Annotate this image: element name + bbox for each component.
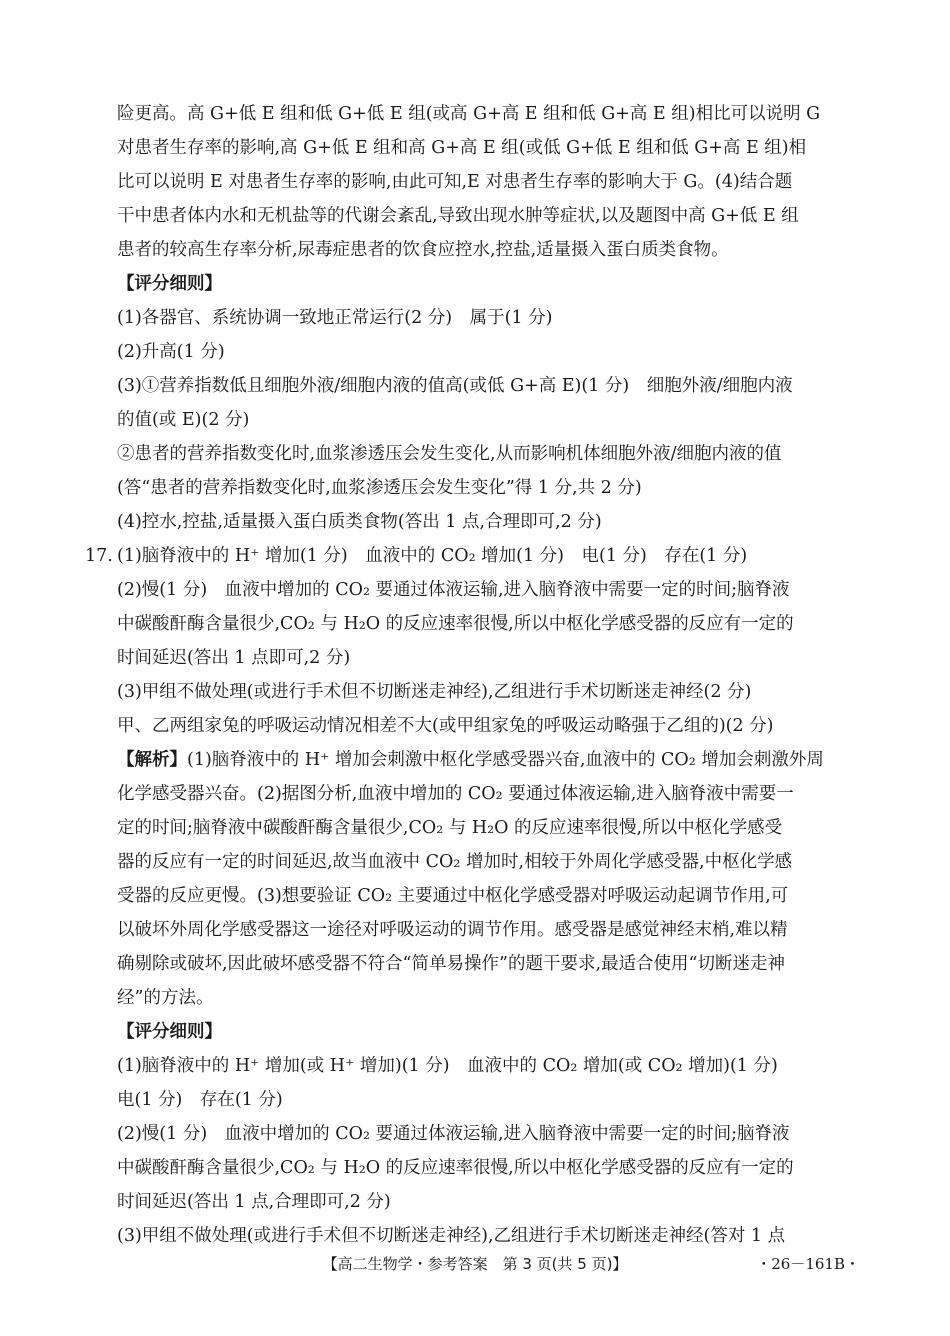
footer-code: ・26－161B・ bbox=[756, 1255, 860, 1273]
analysis-line: 以破坏外周化学感受器这一途径对呼吸运动的调节作用。感受器是感觉神经末梢,难以精 bbox=[117, 920, 788, 940]
scoring-line: (1)各器官、系统协调一致地正常运行(2 分) 属于(1 分) bbox=[117, 308, 553, 328]
answer-line: (3)甲组不做处理(或进行手术但不切断迷走神经),乙组进行手术切断迷走神经(2 分) bbox=[117, 682, 752, 702]
answer-line: (1)脑脊液中的 H⁺ 增加(1 分) 血液中的 CO₂ 增加(1 分) 电(1 分) 存在(1 分) bbox=[117, 546, 748, 566]
scoring-line: 时间延迟(答出 1 点,合理即可,2 分) bbox=[117, 1192, 391, 1212]
scoring-heading: 【评分细则】 bbox=[117, 1022, 222, 1042]
analysis-line: 化学感受器兴奋。(2)据图分析,血液中增加的 CO₂ 要通过体液运输,进入脑脊液中需要一 bbox=[117, 784, 794, 804]
text-line: 患者的较高生存率分析,尿毒症患者的饮食应控水,控盐,适量摄入蛋白质类食物。 bbox=[117, 240, 729, 260]
analysis-line: 定的时间;脑脊液中碳酸酐酶含量很少,CO₂ 与 H₂O 的反应速率很慢,所以中枢化学感受 bbox=[117, 818, 783, 838]
scoring-line: (2)慢(1 分) 血液中增加的 CO₂ 要通过体液运输,进入脑脊液中需要一定的时间;脑脊液 bbox=[117, 1124, 790, 1144]
analysis-label: 【解析】 bbox=[117, 750, 187, 770]
page-footer bbox=[0, 1249, 950, 1279]
analysis-line: 器的反应有一定的时间延迟,故当血液中 CO₂ 增加时,相较于外周化学感受器,中枢化学感 bbox=[117, 852, 793, 872]
scoring-heading: 【评分细则】 bbox=[117, 274, 222, 294]
analysis-first-line bbox=[117, 743, 863, 777]
text-line: 险更高。高 G+低 E 组和低 G+低 E 组(或高 G+高 E 组和低 G+高 E 组)相比可以说明 G bbox=[117, 104, 821, 124]
scoring-line: (答“患者的营养指数变化时,血浆渗透压会发生变化”得 1 分,共 2 分) bbox=[117, 478, 642, 498]
scoring-line: (3)①营养指数低且细胞外液/细胞内液的值高(或低 G+高 E)(1 分) 细胞外液/细胞内液 bbox=[117, 376, 793, 396]
scoring-line: (4)控水,控盐,适量摄入蛋白质类食物(答出 1 点,合理即可,2 分) bbox=[117, 512, 602, 532]
answer-line: (2)慢(1 分) 血液中增加的 CO₂ 要通过体液运输,进入脑脊液中需要一定的时间;脑脊液 bbox=[117, 580, 790, 600]
footer-title: 【高二生物学・参考答案 第 3 页(共 5 页)】 bbox=[322, 1255, 628, 1273]
text-line: 对患者生存率的影响,高 G+低 E 组和高 G+高 E 组(或低 G+低 E 组和低 G+高 E 组)相 bbox=[117, 138, 807, 158]
analysis-text: (1)脑脊液中的 H⁺ 增加会刺激中枢化学感受器兴奋,血液中的 CO₂ 增加会刺激外周 bbox=[187, 750, 824, 770]
scoring-line: 的值(或 E)(2 分) bbox=[117, 410, 250, 430]
text-line: 干中患者体内水和无机盐等的代谢会紊乱,导致出现水肿等症状,以及题图中高 G+低 E 组 bbox=[117, 206, 799, 226]
text-line: 比可以说明 E 对患者生存率的影响,由此可知,E 对患者生存率的影响大于 G。(4)结合题 bbox=[117, 172, 793, 192]
scoring-line: (2)升高(1 分) bbox=[117, 342, 225, 362]
answer-line: 中碳酸酐酶含量很少,CO₂ 与 H₂O 的反应速率很慢,所以中枢化学感受器的反应有一定的 bbox=[117, 614, 794, 634]
answer-key-content bbox=[85, 97, 863, 1253]
scoring-line: (1)脑脊液中的 H⁺ 增加(或 H⁺ 增加)(1 分) 血液中的 CO₂ 增加(或 CO₂ 增加)(1 分) bbox=[117, 1056, 778, 1076]
scoring-line: ②患者的营养指数变化时,血浆渗透压会发生变化,从而影响机体细胞外液/细胞内液的值 bbox=[117, 444, 782, 464]
scoring-line: 电(1 分) 存在(1 分) bbox=[117, 1090, 283, 1110]
analysis-line: 受器的反应更慢。(3)想要验证 CO₂ 主要通过中枢化学感受器对呼吸运动起调节作用,可 bbox=[117, 886, 789, 906]
question-17-first-line bbox=[85, 539, 863, 573]
analysis-line: 经”的方法。 bbox=[117, 988, 214, 1008]
answer-line: 时间延迟(答出 1 点即可,2 分) bbox=[117, 648, 351, 668]
answer-line: 甲、乙两组家兔的呼吸运动情况相差不大(或甲组家兔的呼吸运动略强于乙组的)(2 分) bbox=[117, 716, 774, 736]
scoring-line: (3)甲组不做处理(或进行手术但不切断迷走神经),乙组进行手术切断迷走神经(答对 1 点 bbox=[117, 1226, 786, 1246]
scoring-line: 中碳酸酐酶含量很少,CO₂ 与 H₂O 的反应速率很慢,所以中枢化学感受器的反应有一定的 bbox=[117, 1158, 794, 1178]
analysis-line: 确剔除或破坏,因此破坏感受器不符合“简单易操作”的题干要求,最适合使用“切断迷走神 bbox=[117, 954, 785, 974]
question-number: 17. bbox=[85, 546, 113, 566]
